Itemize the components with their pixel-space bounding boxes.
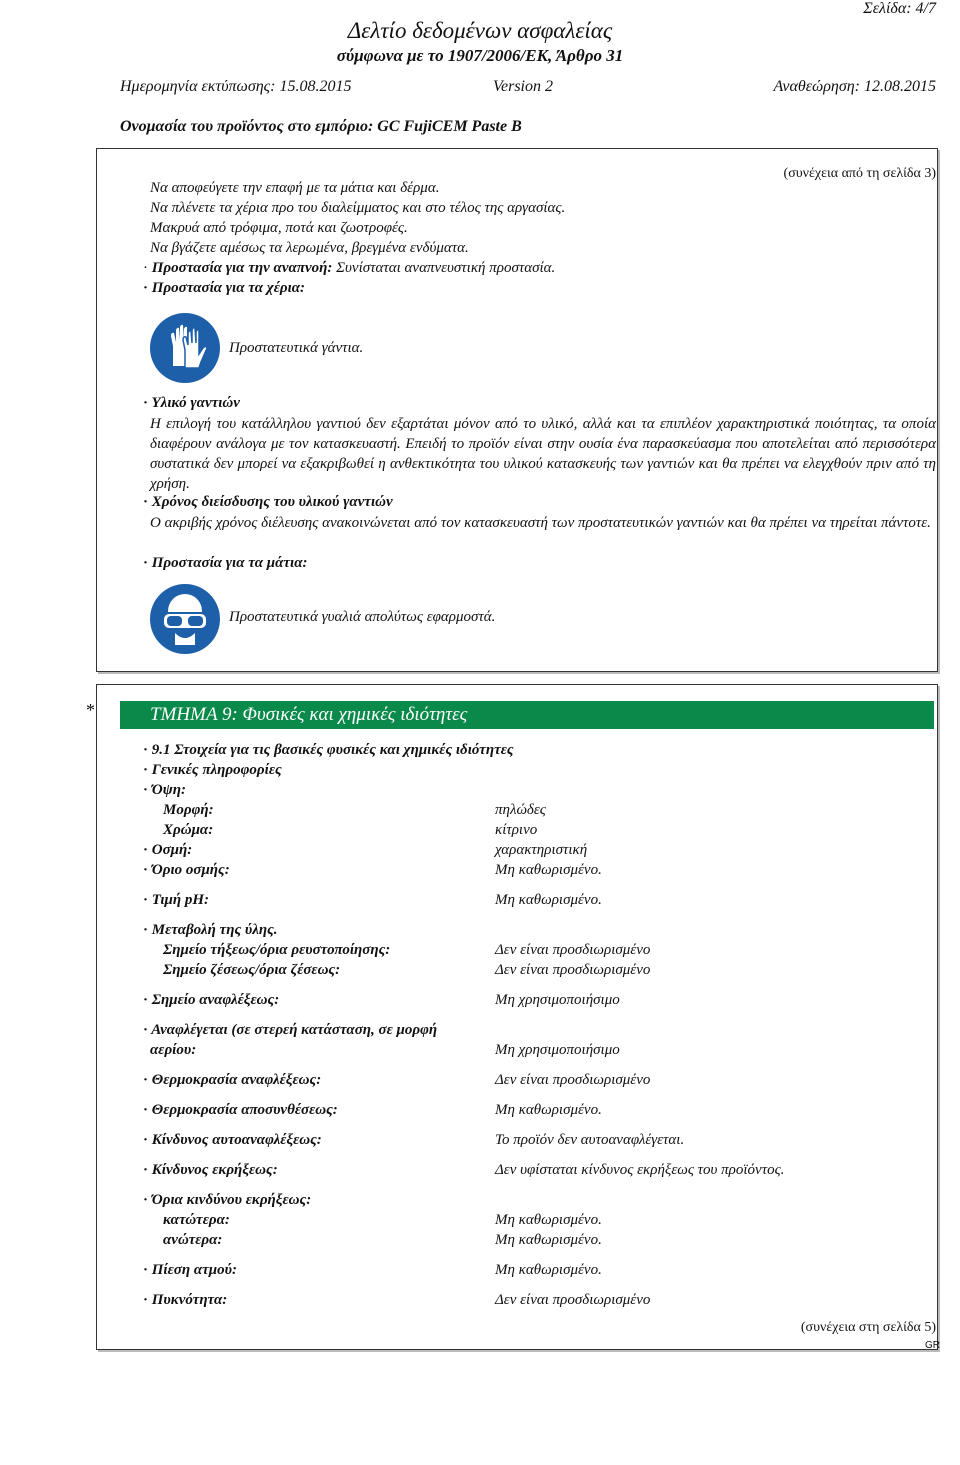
section-9-box xyxy=(96,684,938,1350)
ph-label-text: Τιμή pH: xyxy=(151,892,210,908)
odor-label: · Οσμή: xyxy=(143,842,193,858)
hygiene-line: Μακρυά από τρόφιμα, ποτά και ζωοτροφές. xyxy=(150,220,408,236)
gloves-text: Προστατευτικά γάντια. xyxy=(229,340,364,356)
color-value: κίτρινο xyxy=(495,822,538,838)
odor-threshold-value: Μη καθωρισμένο. xyxy=(495,862,602,878)
hand-protection: · Προστασία για τα χέρια: xyxy=(143,280,306,296)
ignition-label: · Θερμοκρασία αναφλέξεως: xyxy=(143,1072,322,1088)
product-name: Ονομασία του προϊόντος στο εμπόριο: GC FujiCEM Paste B xyxy=(120,118,522,135)
hygiene-line: Να πλένετε τα χέρια προ του διαλείμματος και στο τέλος της αργασίας. xyxy=(150,200,566,216)
lower-limit-label: κατώτερα: xyxy=(163,1212,230,1228)
form-value: πηλώδες xyxy=(495,802,546,818)
flash-value: Μη χρησιμοποιήσιμο xyxy=(495,992,620,1008)
flash-label-text: Σημείο αναφλέξεως: xyxy=(151,992,280,1008)
goggles-text: Προστατευτικά γυαλιά απολύτως εφαρμοστά. xyxy=(229,609,496,625)
heading-text: 9.1 Στοιχεία για τις βασικές φυσικές και χημικές ιδιότητες xyxy=(151,742,514,758)
upper-limit-label: ανώτερα: xyxy=(163,1232,223,1248)
document-subtitle: σύμφωνα με το 1907/2006/ΕΚ, Άρθρο 31 xyxy=(336,46,624,65)
decomposition-label: · Θερμοκρασία αποσυνθέσεως: xyxy=(143,1102,338,1118)
ph-label: · Τιμή pH: xyxy=(143,892,210,908)
glove-material-label: Υλικό γαντιών xyxy=(151,395,240,411)
page-number: Σελίδα: 4/7 xyxy=(863,0,936,17)
lower-limit-value: Μη καθωρισμένο. xyxy=(495,1212,602,1228)
vapor-pressure-text: Πίεση ατμού: xyxy=(151,1262,237,1278)
state-change-label: · Μεταβολή της ύλης. xyxy=(143,922,278,938)
print-date: Ημερομηνία εκτύπωσης: 15.08.2015 xyxy=(120,78,352,95)
appearance: · Όψη: xyxy=(143,782,186,798)
hygiene-line: Να βγάζετε αμέσως τα λερωμένα, βρεγμένα ενδύματα. xyxy=(150,240,469,256)
boiling-label: Σημείο ζέσεως/όρια ζέσεως: xyxy=(163,962,341,978)
version: Version 2 xyxy=(493,78,553,95)
flammability-label: · Αναφλέγεται (σε στερεή κατάσταση, σε μορφή xyxy=(143,1022,438,1038)
revision-asterisk: * xyxy=(86,700,95,720)
self-ignition-value: Το προϊόν δεν αυτοαναφλέγεται. xyxy=(495,1132,685,1148)
section-9-title: ΤΜΗΜΑ 9: Φυσικές και χημικές ιδιότητες xyxy=(120,701,934,729)
penetration-label: Χρόνος διείσδυσης του υλικού γαντιών xyxy=(151,494,393,510)
general-label: Γενικές πληροφορίες xyxy=(151,762,282,778)
vapor-pressure-label: · Πίεση ατμού: xyxy=(143,1262,237,1278)
odor-value: χαρακτηριστική xyxy=(495,842,588,858)
density-value: Δεν είναι προσδιωρισμένο xyxy=(495,1292,651,1308)
penetration-text: Ο ακριβής χρόνος διέλευσης ανακοινώνεται από τον κατασκευαστή των προστατευτικών γαντιών και θα πρέπει να τηρείται πάντοτε. xyxy=(150,515,931,531)
boiling-value: Δεν είναι προσδιωρισμένο xyxy=(495,962,651,978)
glove-material-text: Η επιλογή του κατάλληλου γαντιού δεν εξαρτάται μόνον από το υλικό, αλλά και τα επιπλέον χαρακτηριστικά ποιότητας, τα οποία διαφέρουν ανάλογα με τον κατασκευαστή. Επειδή το προϊόν είναι στην ουσία ένα παρασκεύασμα που αποτελείται από περισσότερα συστατικά δεν μπορεί να εξακριβωθεί η ανθεκτικότητα του υλικού κατασκευής των γαντιών και θα πρέπει να ελεγχθούν πριν από τη χρήση. xyxy=(150,416,936,492)
respiratory-label: Προστασία για την αναπνοή: xyxy=(151,260,333,276)
melting-value: Δεν είναι προσδιωρισμένο xyxy=(495,942,651,958)
general-info: · Γενικές πληροφορίες xyxy=(143,762,282,778)
flammability-label-text: Αναφλέγεται (σε στερεή κατάσταση, σε μορφή xyxy=(151,1022,438,1038)
melting-label: Σημείο τήξεως/όρια ρευστοποίησης: xyxy=(163,942,391,958)
state-change-text: Μεταβολή της ύλης. xyxy=(151,922,278,938)
continued-from: (συνέχεια από τη σελίδα 3) xyxy=(783,166,936,181)
hygiene-line: Να αποφεύγετε την επαφή με τα μάτια και δέρμα. xyxy=(150,180,440,196)
section-9-1-heading: · 9.1 Στοιχεία για τις βασικές φυσικές και χημικές ιδιότητες xyxy=(143,742,514,758)
country-code: GR xyxy=(925,1340,940,1351)
gloves-icon xyxy=(149,312,221,389)
odor-label-text: Οσμή: xyxy=(151,842,193,858)
ignition-value: Δεν είναι προσδιωρισμένο xyxy=(495,1072,651,1088)
flammability-value: Μη χρησιμοποιήσιμο xyxy=(495,1042,620,1058)
decomposition-label-text: Θερμοκρασία αποσυνθέσεως: xyxy=(151,1102,338,1118)
self-ignition-label: · Κίνδυνος αυτοαναφλέξεως: xyxy=(143,1132,322,1148)
explosion-label: · Κίνδυνος εκρήξεως: xyxy=(143,1162,278,1178)
explosion-limits-label: · Όρια κινδύνου εκρήξεως: xyxy=(143,1192,312,1208)
vapor-pressure-value: Μη καθωρισμένο. xyxy=(495,1262,602,1278)
self-ignition-label-text: Κίνδυνος αυτοαναφλέξεως: xyxy=(151,1132,322,1148)
ignition-label-text: Θερμοκρασία αναφλέξεως: xyxy=(151,1072,322,1088)
document-title: Δελτίο δεδομένων ασφαλείας xyxy=(347,18,613,43)
odor-threshold-text: Όριο οσμής: xyxy=(151,862,230,878)
explosion-limits-text: Όρια κινδύνου εκρήξεως: xyxy=(151,1192,312,1208)
penetration-heading: · Χρόνος διείσδυσης του υλικού γαντιών xyxy=(143,494,393,510)
respiratory-value: Συνίσταται αναπνευστική προστασία. xyxy=(336,260,556,276)
form-label: Μορφή: xyxy=(163,802,214,818)
hand-protection-label: Προστασία για τα χέρια: xyxy=(151,280,306,296)
decomposition-value: Μη καθωρισμένο. xyxy=(495,1102,602,1118)
appearance-label: Όψη: xyxy=(151,782,186,798)
eye-protection-label: Προστασία για τα μάτια: xyxy=(151,555,308,571)
eye-protection: · Προστασία για τα μάτια: xyxy=(143,555,308,571)
glove-material-heading: · Υλικό γαντιών xyxy=(143,395,240,411)
upper-limit-value: Μη καθωρισμένο. xyxy=(495,1232,602,1248)
flash-label: · Σημείο αναφλέξεως: xyxy=(143,992,280,1008)
odor-threshold-label: · Όριο οσμής: xyxy=(143,862,230,878)
density-label-text: Πυκνότητα: xyxy=(151,1292,228,1308)
explosion-value: Δεν υφίσταται κίνδυνος εκρήξεως του προϊόντος. xyxy=(495,1162,785,1178)
continued-to: (συνέχεια στη σελίδα 5) xyxy=(800,1320,936,1335)
density-label: · Πυκνότητα: xyxy=(143,1292,228,1308)
color-label: Χρώμα: xyxy=(163,822,214,838)
ph-value: Μη καθωρισμένο. xyxy=(495,892,602,908)
revision-date: Αναθεώρηση: 12.08.2015 xyxy=(773,78,936,95)
respiratory-protection: · Προστασία για την αναπνοή: Συνίσταται αναπνευστική προστασία. xyxy=(143,260,556,276)
flammability-label-2: αερίου: xyxy=(150,1042,197,1058)
goggles-icon xyxy=(149,583,221,660)
explosion-label-text: Κίνδυνος εκρήξεως: xyxy=(151,1162,278,1178)
